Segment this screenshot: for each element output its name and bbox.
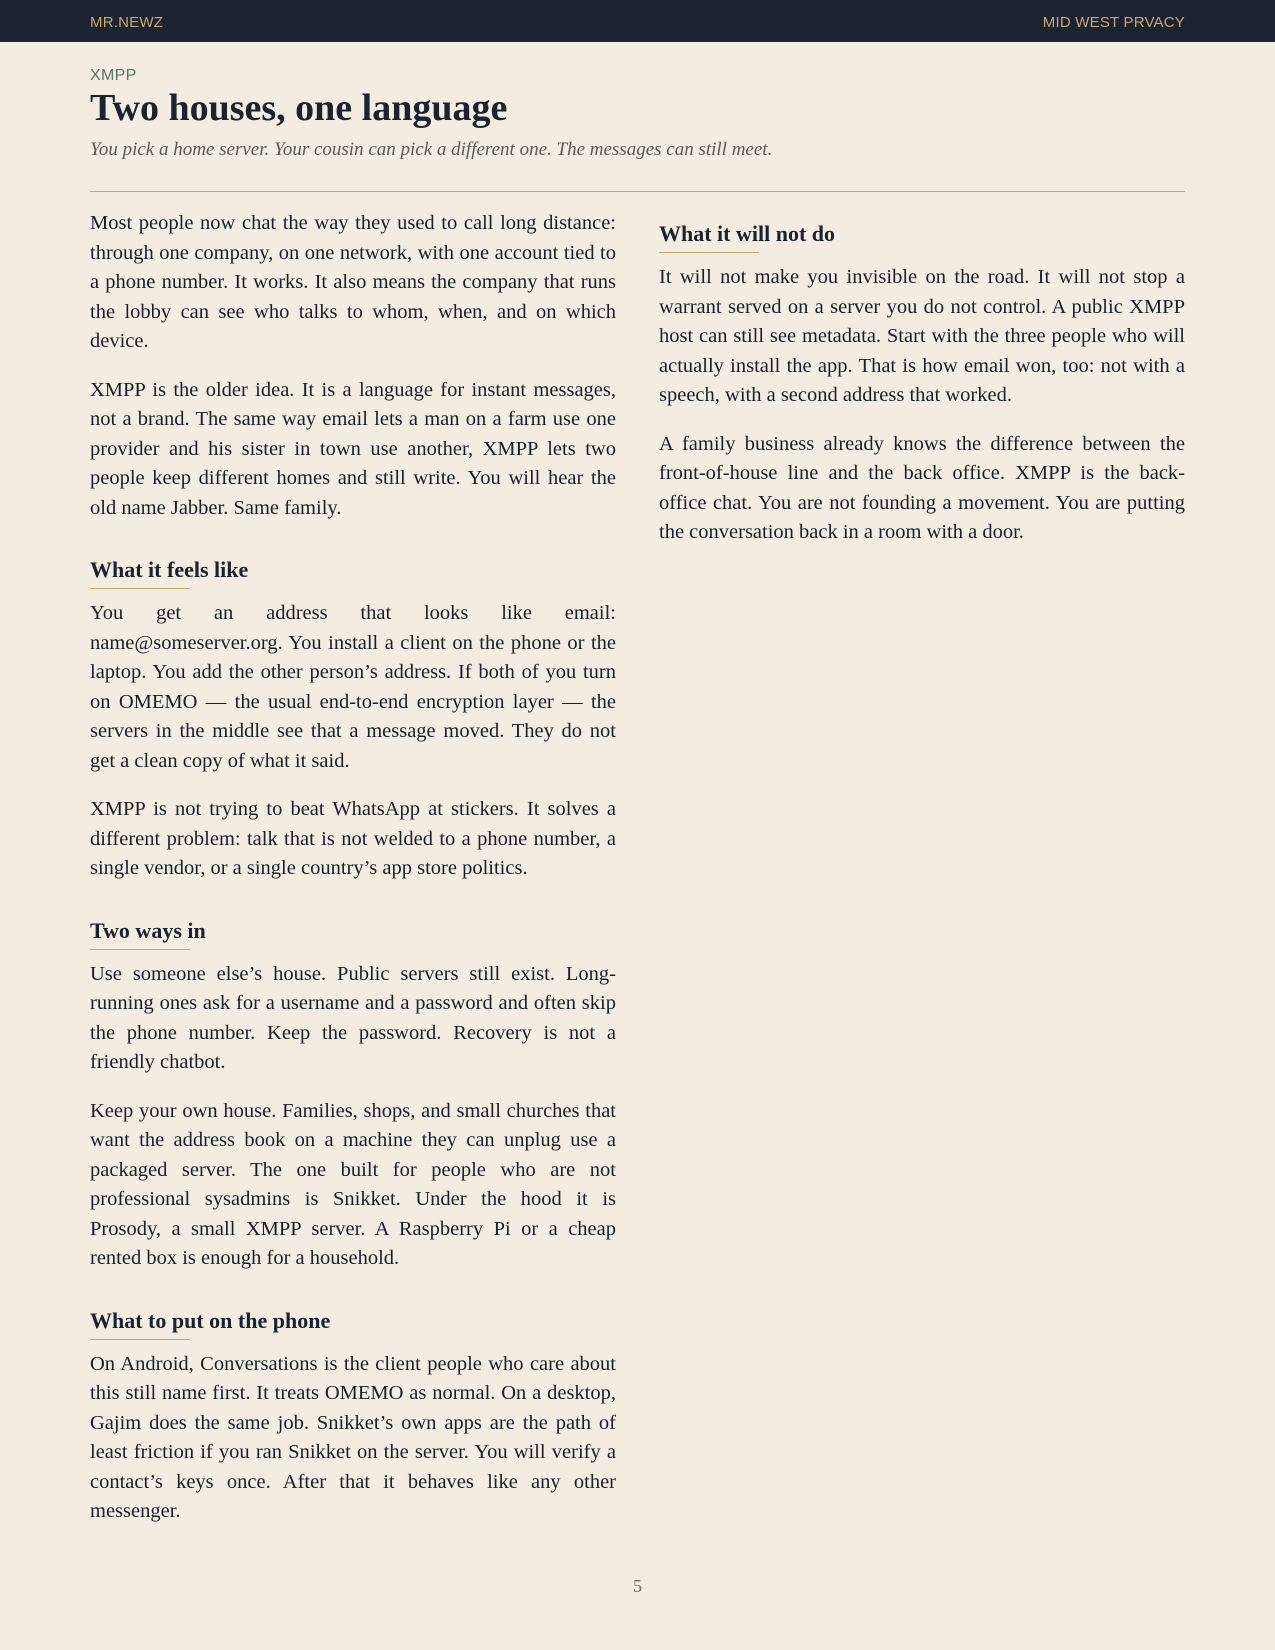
body-paragraph: It will not make you invisible on the road. It will not stop a warrant served on a server you do not control. A public XMPP host can still see metadata. Start with the three people who will actually install the app. That is how email won, too: not with a speech, with a second address that worked. [659, 266, 1185, 406]
brand-name: MR.NEWZ [90, 14, 164, 31]
article-dek: You pick a home server. Your cousin can pick a different one. The messages can still meet. [90, 139, 773, 160]
body-paragraph: Use someone else’s house. Public servers still exist. Long-running ones ask for a username and a password and often skip the phone number. Keep the password. Recovery is not a friendly chatbot. [90, 962, 616, 1073]
article-kicker: XMPP [90, 67, 137, 84]
top-bar [0, 0, 1275, 42]
body-paragraph: XMPP is not trying to beat WhatsApp at stickers. It solves a different problem: talk that is not welded to a phone number, a single vendor, or a single country’s app store politics. [90, 798, 616, 879]
body-paragraph: On Android, Conversations is the client people who care about this still name first. It treats OMEMO as normal. On a desktop, Gajim does the same job. Snikket’s own apps are the path of least friction if you ran Snikket on the server. You will verify a contact’s keys once. After that it behaves like any other messenger. [90, 1352, 616, 1522]
left-column [90, 209, 616, 1546]
section-name: MID WEST PRVACY [1042, 14, 1185, 31]
intro-paragraph: Most people now chat the way they used to call long distance: through one company, on one network, with one account tied to a phone number. It works. It also means the company that runs the lobby can see who talks to whom, when, and on which device. [90, 212, 616, 352]
article-title: Two houses, one language [90, 87, 508, 129]
right-column [659, 219, 1185, 567]
body-paragraph: Keep your own house. Families, shops, and small churches that want the address book on a machine they can unplug use a packaged server. The one built for people who are not professional sysadmins is Snikket. Under the hood it is Prosody, a small XMPP server. A Raspberry Pi or a cheap rented box is enough for a household. [90, 1099, 616, 1269]
section-heading: What it will not do [659, 219, 1185, 253]
page-number: 5 [633, 1576, 642, 1596]
section-heading: What it feels like [90, 555, 616, 589]
body-paragraph: You get an address that looks like email: name@someserver.org. You install a client on the phone or the laptop. You add the other person’s address. If both of you turn on OMEMO — the usual end-to-end encryption layer — the servers in the middle see that a message moved. They do not get a clean copy of what it said. [90, 602, 616, 772]
section-heading: Two ways in [90, 916, 616, 950]
intro-paragraph: XMPP is the older idea. It is a language for instant messages, not a brand. The same way email lets a man on a farm use one provider and his sister in town use another, XMPP lets two people keep different homes and still write. You will hear the old name Jabber. Same family. [90, 378, 616, 519]
title-divider [90, 191, 1185, 192]
section-heading: What to put on the phone [90, 1306, 616, 1340]
body-paragraph: A family business already knows the difference between the front-of-house line and the back office. XMPP is the back-office chat. You are not founding a movement. You are putting the conversation back in a room with a door. [659, 432, 1185, 543]
